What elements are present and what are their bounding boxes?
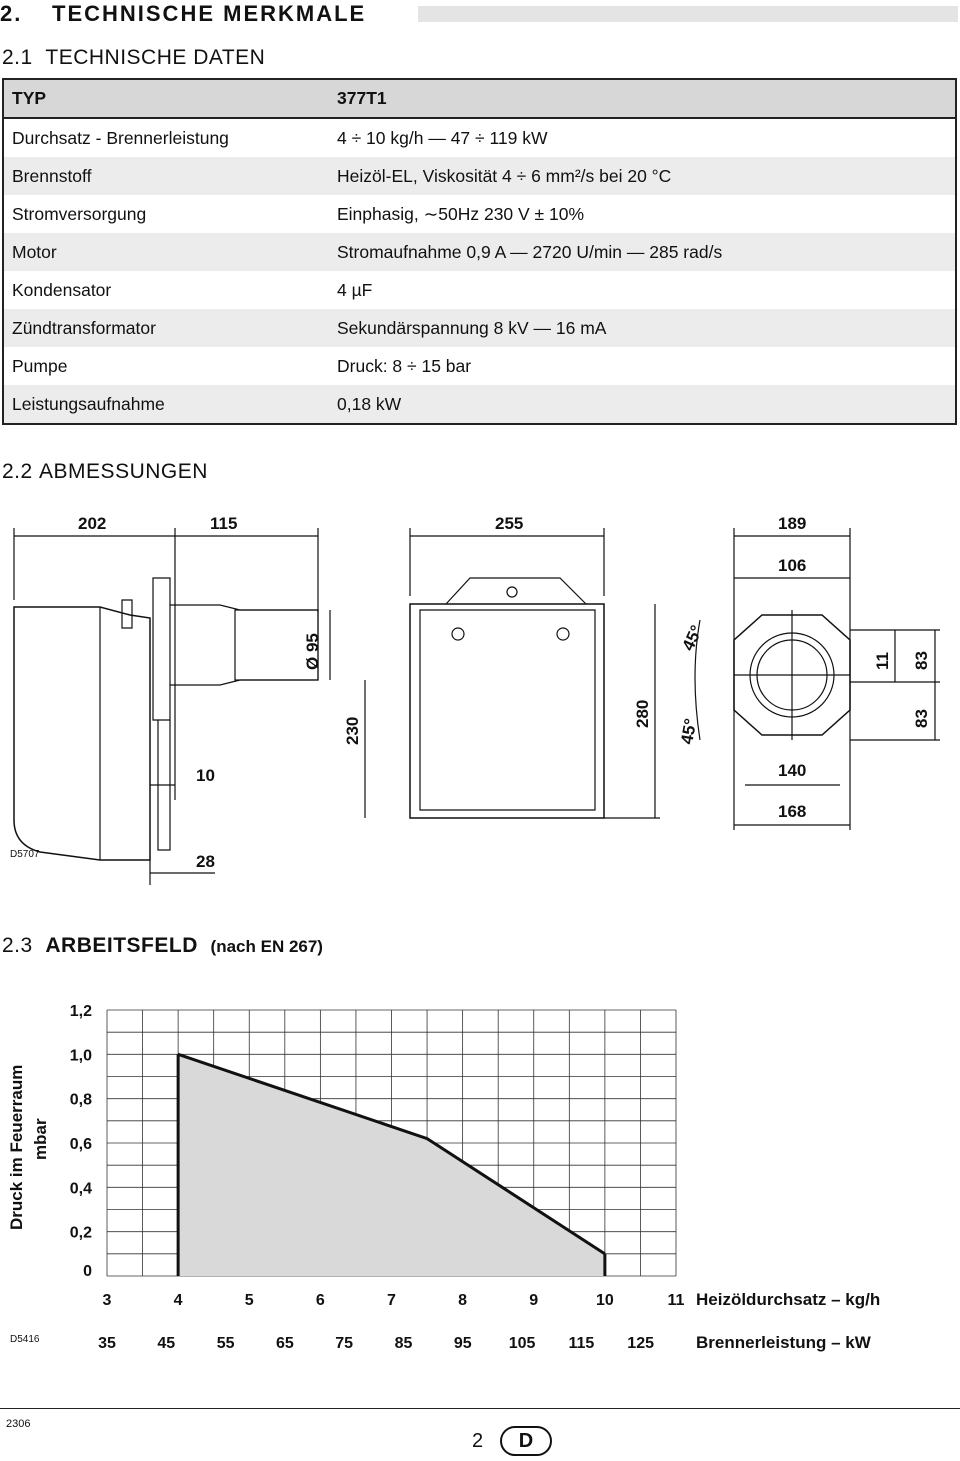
x-tick-label: 9 xyxy=(529,1292,539,1309)
table-cell-label: Pumpe xyxy=(12,355,68,376)
x2-tick-label: 85 xyxy=(394,1335,413,1352)
x-tick-label: 3 xyxy=(102,1292,112,1309)
dim-45-top: 45° xyxy=(678,622,707,654)
dim-45-bottom: 45° xyxy=(677,717,701,746)
x2-tick-label: 105 xyxy=(508,1335,536,1352)
x-tick-label: 7 xyxy=(387,1292,396,1309)
tech-data-heading: 2.1 TECHNISCHE DATEN xyxy=(2,46,266,69)
table-row xyxy=(4,119,955,157)
dim-230: 230 xyxy=(343,716,362,745)
y-tick-label: 1,2 xyxy=(69,1003,92,1020)
x2-axis-label: Brennerleistung – kW xyxy=(696,1333,871,1352)
x2-tick-label: 125 xyxy=(627,1335,655,1352)
dim-106: 106 xyxy=(778,556,807,575)
dimensions-drawing xyxy=(0,500,960,890)
x2-tick-label: 75 xyxy=(335,1335,354,1352)
y-tick-label: 0,8 xyxy=(69,1091,92,1109)
header-rule xyxy=(418,6,958,22)
x2-tick-label: 55 xyxy=(216,1335,235,1352)
drawing-code: D5707 xyxy=(10,849,40,860)
table-cell-label: Stromversorgung xyxy=(12,203,147,224)
x-tick-label: 6 xyxy=(315,1292,325,1309)
table-row xyxy=(4,309,955,347)
section-title: TECHNISCHE MERKMALE xyxy=(52,1,367,26)
x2-tick-label: 115 xyxy=(568,1335,595,1352)
table-cell-label: Durchsatz - Brennerleistung xyxy=(12,127,229,148)
table-row xyxy=(4,195,955,233)
section-number: 2. xyxy=(0,1,23,26)
table-cell-value: Heizöl-EL, Viskosität 4 ÷ 6 mm²/s bei 20 °C xyxy=(337,165,672,186)
table-cell-value: Druck: 8 ÷ 15 bar xyxy=(337,355,472,376)
y-tick-label: 1,0 xyxy=(69,1047,92,1065)
dimensions-heading: 2.2 ABMESSUNGEN xyxy=(2,460,208,483)
table-cell-value: 377T1 xyxy=(337,88,387,108)
x-tick-label: 11 xyxy=(667,1292,685,1309)
footer-doc-code: 2306 xyxy=(6,1418,31,1430)
y-tick-label: 0,6 xyxy=(69,1136,92,1153)
page-number: 2 xyxy=(472,1430,484,1452)
dim-83-top: 83 xyxy=(912,651,931,670)
workfield-chart xyxy=(0,990,960,1360)
workfield-heading: 2.3 ARBEITSFELD (nach EN 267) xyxy=(2,934,323,957)
chart-code: D5416 xyxy=(10,1334,40,1345)
language-badge: D xyxy=(500,1426,552,1456)
table-row xyxy=(4,347,955,385)
dim-28: 28 xyxy=(196,852,215,871)
x-tick-label: 8 xyxy=(458,1292,468,1309)
y-tick-label: 0,2 xyxy=(69,1224,92,1242)
dim-10: 10 xyxy=(196,766,215,785)
dim-255: 255 xyxy=(495,514,524,533)
dim-140: 140 xyxy=(778,761,807,780)
dim-83-bottom: 83 xyxy=(912,709,931,728)
x-tick-label: 10 xyxy=(595,1292,614,1309)
table-header-row xyxy=(4,80,955,119)
x2-tick-label: 45 xyxy=(157,1335,176,1352)
table-cell-value: Sekundärspannung 8 kV — 16 mA xyxy=(337,317,607,338)
x2-tick-label: 95 xyxy=(453,1335,472,1352)
table-cell-label: Kondensator xyxy=(12,279,112,300)
dim-202: 202 xyxy=(78,514,107,533)
x2-tick-label: 65 xyxy=(275,1335,294,1352)
table-row xyxy=(4,271,955,309)
x-tick-label: 4 xyxy=(173,1292,183,1309)
table-cell-label: Leistungsaufnahme xyxy=(12,393,165,414)
dim-95: Ø 95 xyxy=(303,633,322,670)
table-cell-label: Zündtransformator xyxy=(12,317,156,338)
dim-11: 11 xyxy=(873,652,892,670)
x-axis-label: Heizöldurchsatz – kg/h xyxy=(696,1290,881,1309)
table-cell-value: 4 ÷ 10 kg/h — 47 ÷ 119 kW xyxy=(337,127,548,148)
x2-tick-label: 35 xyxy=(98,1335,116,1352)
table-row xyxy=(4,157,955,195)
table-cell-value: Einphasig, ∼50Hz 230 V ± 10% xyxy=(337,203,585,224)
y-axis-label: Druck im Feuerraum xyxy=(7,1064,26,1230)
tech-data-table xyxy=(2,78,957,425)
table-row xyxy=(4,385,955,423)
dim-280: 280 xyxy=(633,699,652,728)
dim-189: 189 xyxy=(778,514,807,533)
y-axis-unit: mbar xyxy=(31,1118,50,1160)
dim-115: 115 xyxy=(210,514,238,533)
dim-168: 168 xyxy=(778,802,807,821)
footer-rule xyxy=(0,1408,960,1409)
y-tick-label: 0 xyxy=(83,1263,92,1280)
table-row xyxy=(4,233,955,271)
table-cell-label: TYP xyxy=(12,88,47,108)
table-cell-value: 0,18 kW xyxy=(337,393,402,414)
table-cell-label: Brennstoff xyxy=(12,165,92,186)
table-cell-label: Motor xyxy=(12,241,57,262)
x-tick-label: 5 xyxy=(244,1292,254,1309)
y-tick-label: 0,4 xyxy=(69,1180,92,1198)
table-cell-value: Stromaufnahme 0,9 A — 2720 U/min — 285 rad/s xyxy=(337,241,723,262)
table-cell-value: 4 µF xyxy=(337,279,373,300)
